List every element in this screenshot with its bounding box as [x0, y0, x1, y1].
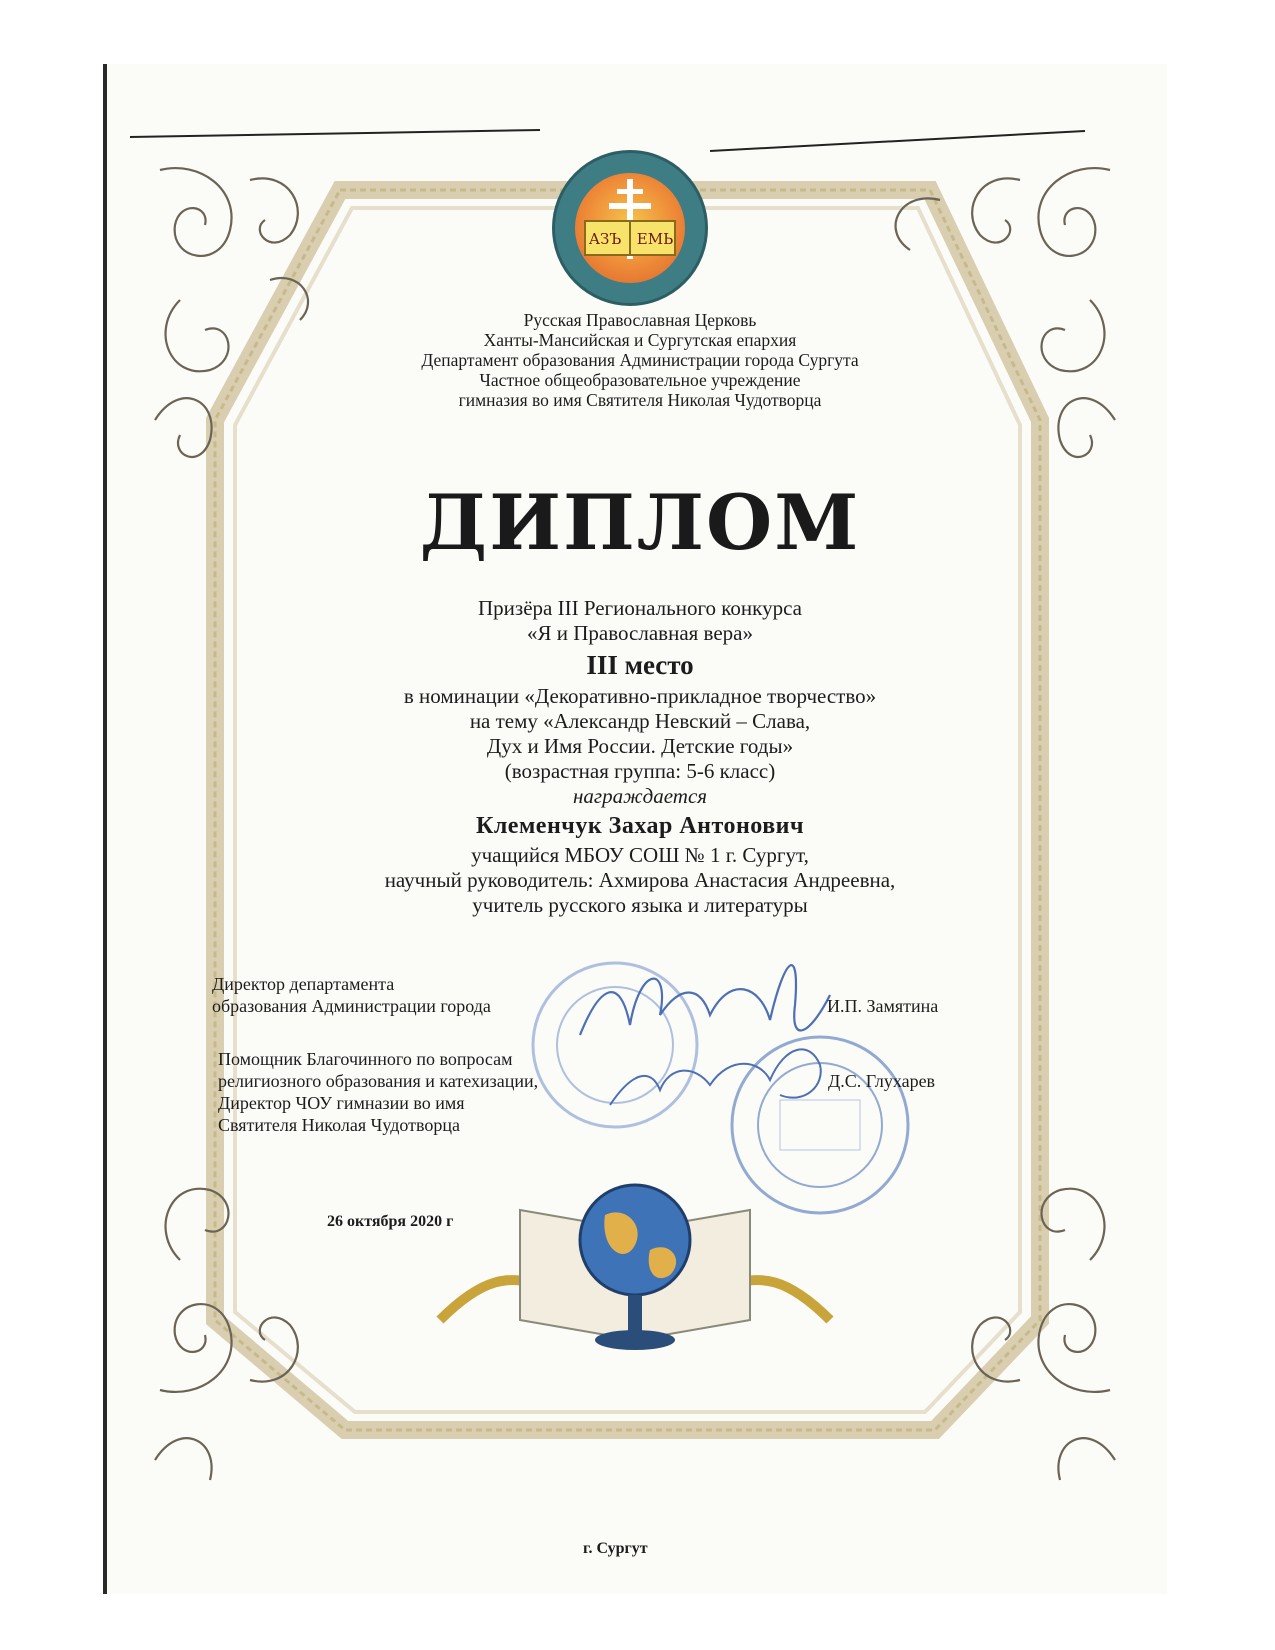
award-line: учащийся МБОУ СОШ № 1 г. Сургут,	[471, 843, 809, 867]
header-line: гимназия во имя Святителя Николая Чудотворца	[458, 390, 822, 410]
signer2-title: Помощник Благочинного по вопросам религиозного образования и катехизации, Директор ЧОУ гимназии во имя Святителя Николая Чудотворца	[218, 1049, 539, 1135]
award-line: в номинации «Декоративно-прикладное творчество»	[403, 684, 877, 708]
award-line: учитель русского языка и литературы	[472, 893, 808, 917]
award-line: научный руководитель: Ахмирова Анастасия Андреевна,	[384, 868, 896, 892]
awarded-label: награждается	[572, 784, 708, 808]
header-line: Частное общеобразовательное учреждение	[479, 370, 801, 390]
issue-date: 26 октября 2020 г	[327, 1213, 454, 1230]
svg-text:ЕМЬ: ЕМЬ	[636, 230, 674, 248]
award-text	[260, 596, 1020, 918]
signature-glukharev	[600, 1035, 840, 1125]
award-line: Призёра III Регионального конкурса	[478, 596, 802, 620]
award-line: Дух и Имя России. Детские годы»	[486, 734, 794, 758]
header-line: Русская Православная Церковь	[523, 310, 757, 330]
issuer-header	[300, 310, 980, 410]
header-line: Ханты-Мансийская и Сургутская епархия	[483, 330, 797, 350]
award-place: III место	[586, 650, 694, 680]
gymnasium-logo	[552, 150, 708, 306]
signer1-name: И.П. Замятина	[827, 996, 939, 1016]
signer1-title: Директор департамента образования Администрации города	[212, 974, 491, 1016]
header-line: Департамент образования Администрации города Сургута	[421, 350, 859, 370]
svg-text:АЗЪ: АЗЪ	[588, 230, 622, 248]
diploma-title: ДИПЛОМ	[419, 478, 861, 567]
city-label: г. Сургут	[583, 1540, 648, 1557]
recipient-name: Клеменчук Захар Антонович	[475, 813, 805, 839]
globe-book-emblem	[400, 1170, 870, 1370]
award-line: (возрастная группа: 5-6 класс)	[504, 759, 776, 783]
award-line: на тему «Александр Невский – Слава,	[469, 709, 811, 733]
award-line: «Я и Православная вера»	[527, 621, 753, 645]
ornament-top-left	[155, 168, 308, 457]
orthodox-cross-icon	[575, 173, 685, 283]
signer2-name: Д.С. Глухарев	[828, 1071, 936, 1091]
